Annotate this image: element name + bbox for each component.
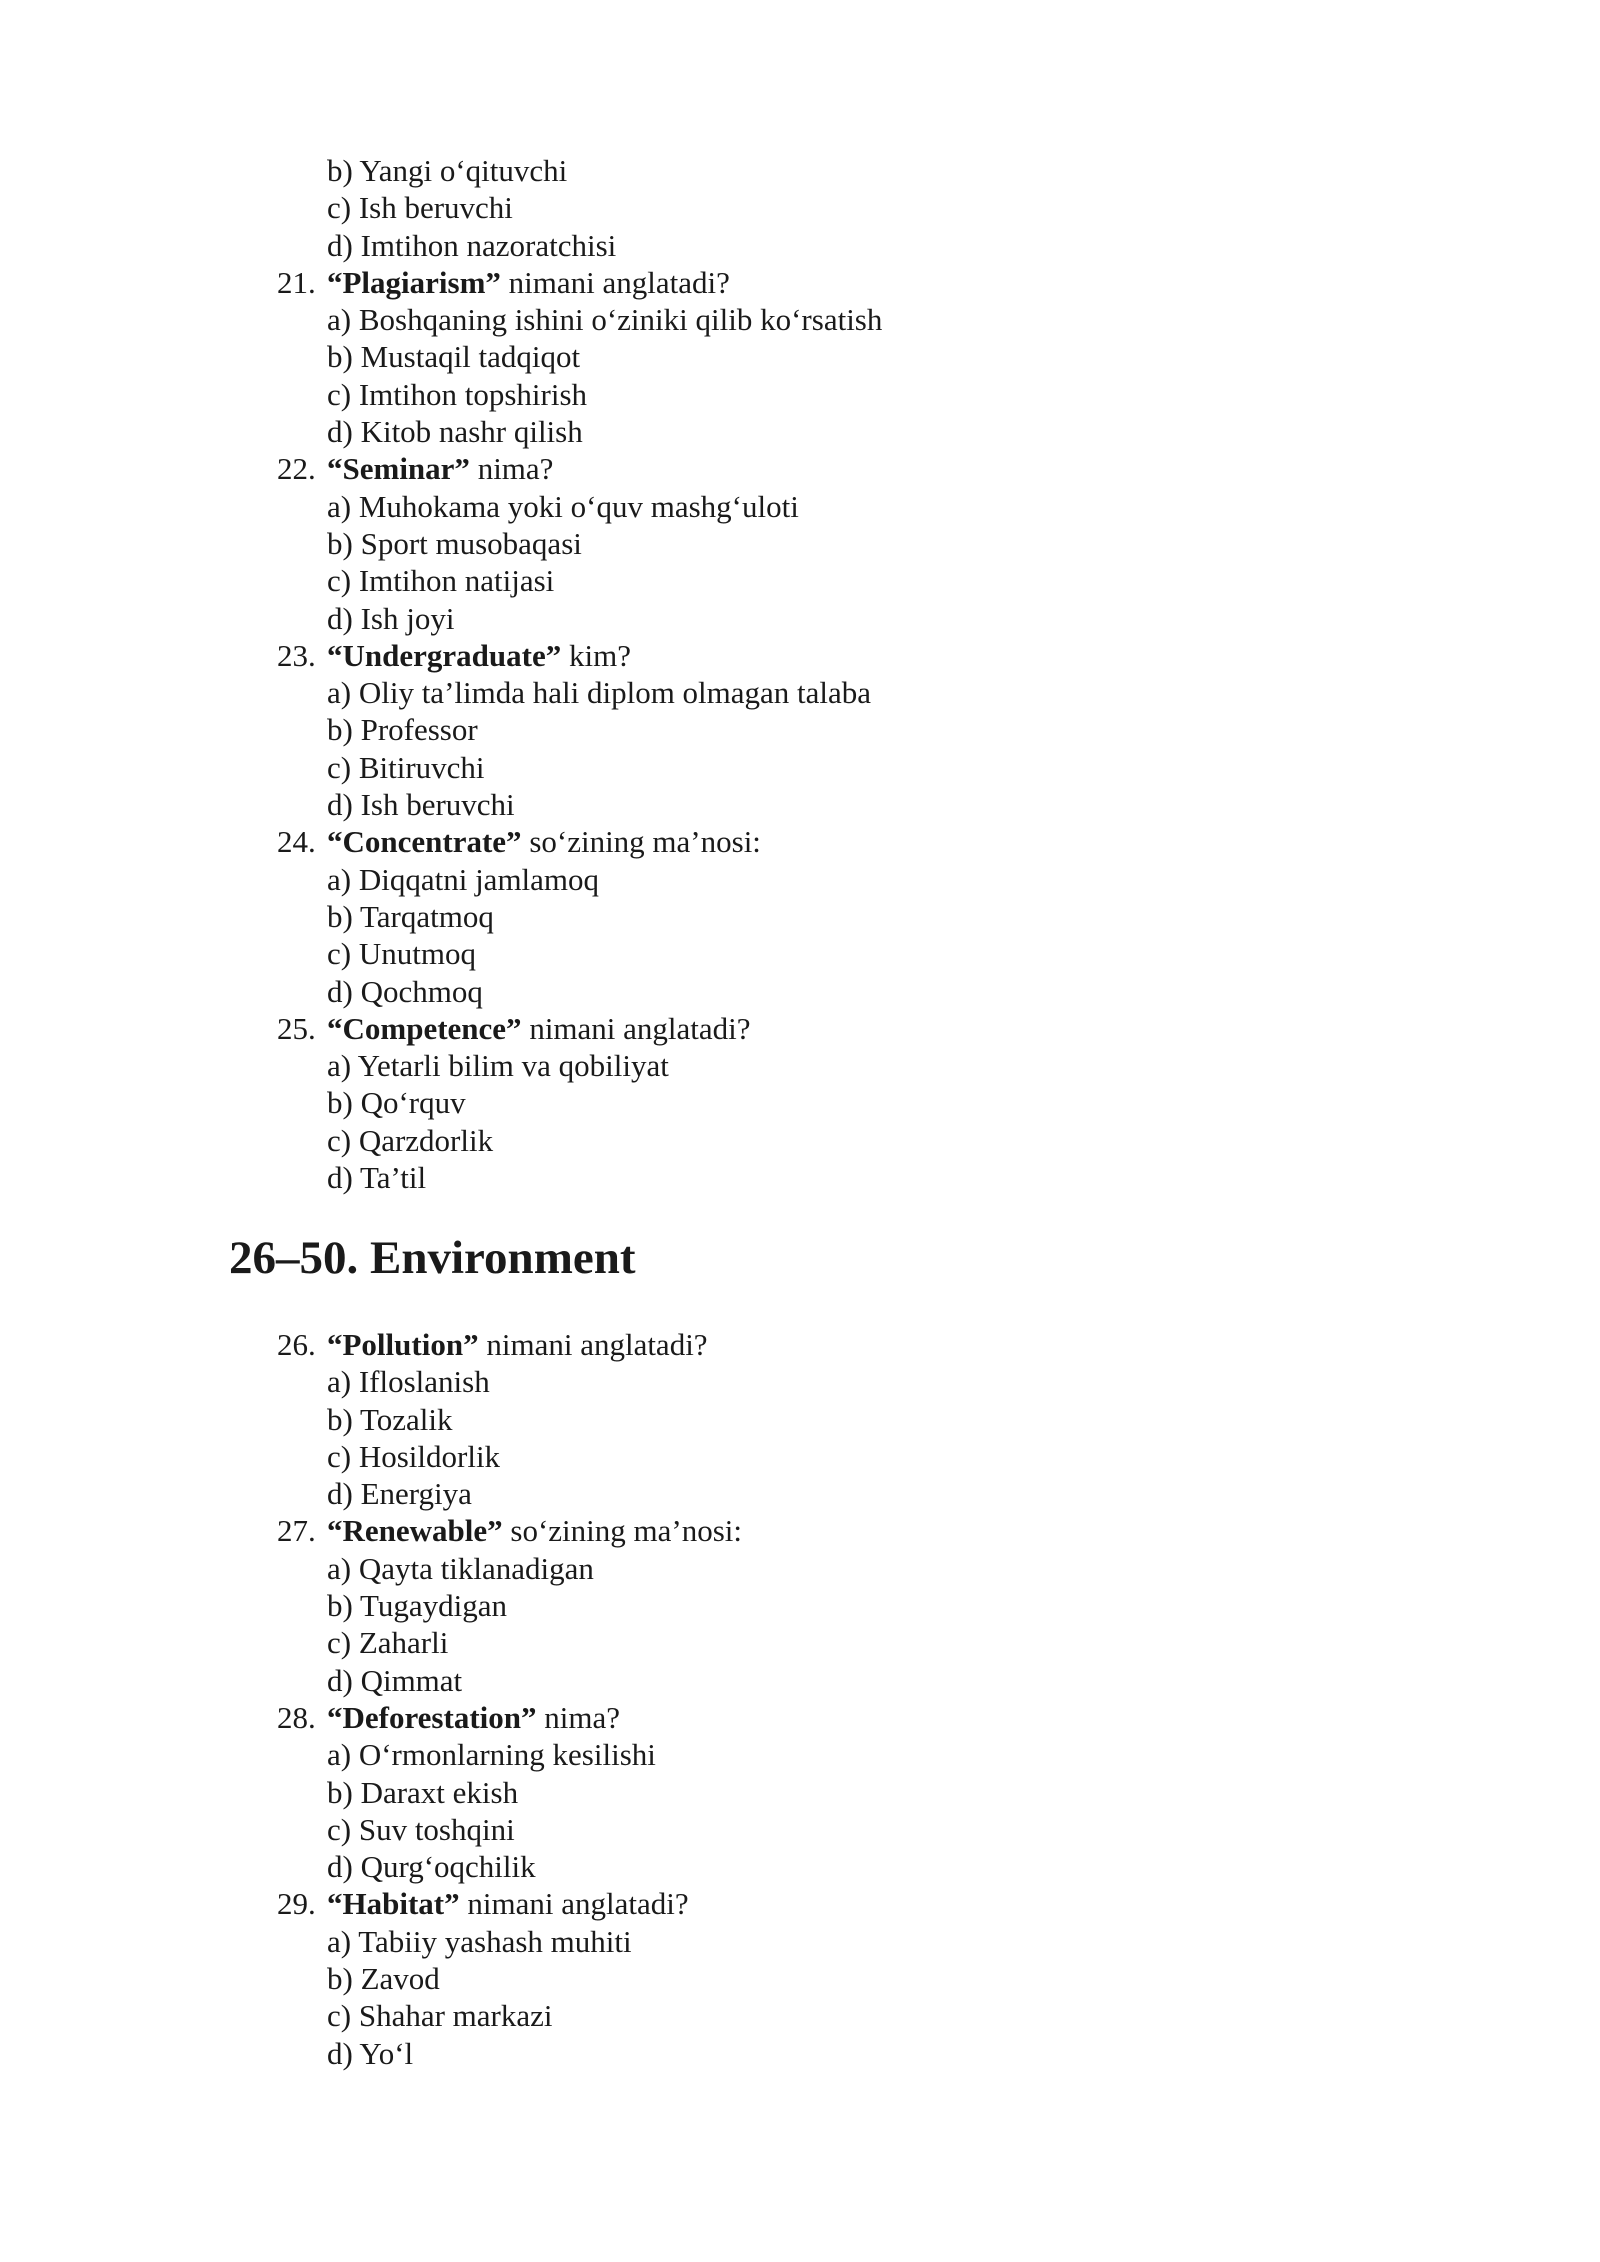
option-line: b) Qo‘rquv: [327, 1085, 466, 1121]
question-text: nima?: [536, 1699, 620, 1735]
question-number: 23.: [277, 637, 316, 673]
option-line: d) Qurg‘oqchilik: [327, 1849, 536, 1885]
option-line: c) Zaharli: [327, 1625, 449, 1661]
question-29: [0, 1885, 1600, 1922]
option-line: d) Kitob nashr qilish: [327, 414, 583, 450]
question-number: 29.: [277, 1886, 316, 1922]
question-term: “Renewable”: [327, 1513, 503, 1549]
option-line: b) Daraxt ekish: [327, 1774, 519, 1810]
question-27: [0, 1512, 1600, 1549]
option-line: c) Ish beruvchi: [327, 190, 513, 226]
question-text: nima?: [469, 451, 554, 487]
question-term: “Concentrate”: [327, 824, 522, 860]
option-line: b) Mustaqil tadqiqot: [327, 339, 581, 375]
option-line: d) Yo‘l: [327, 2035, 414, 2071]
question-number: 25.: [277, 1010, 316, 1046]
question-term: “Undergraduate”: [327, 637, 562, 673]
option-line: a) Ifloslanish: [327, 1364, 490, 1400]
option-line: d) Energiya: [327, 1476, 472, 1512]
question-24: [0, 823, 1600, 860]
section-environment: [0, 1326, 1600, 2072]
option-line: c) Hosildorlik: [327, 1438, 501, 1474]
option-line: a) Diqqatni jamlamoq: [327, 861, 600, 897]
option-line: c) Bitiruvchi: [327, 749, 485, 785]
question-text: so‘zining ma’nosi:: [502, 1513, 743, 1549]
question-number: 26.: [277, 1327, 316, 1362]
section-heading-environment: 26–50. Environment: [229, 1232, 636, 1284]
question-26: [0, 1326, 1600, 1363]
question-term: “Competence”: [327, 1010, 522, 1046]
option-line: b) Tugaydigan: [327, 1588, 507, 1624]
option-line: c) Imtihon natijasi: [327, 563, 555, 599]
question-22: [0, 450, 1600, 487]
option-line: b) Professor: [327, 712, 478, 748]
option-line: d) Qimmat: [327, 1662, 463, 1698]
question-text: nimani anglatadi?: [500, 264, 730, 300]
option-line: c) Shahar markazi: [327, 1998, 553, 2034]
option-line: a) Tabiiy yashash muhiti: [327, 1923, 632, 1959]
option-line: a) Yetarli bilim va qobiliyat: [327, 1048, 669, 1084]
option-line: c) Qarzdorlik: [327, 1122, 494, 1158]
option-line: d) Imtihon nazoratchisi: [327, 227, 617, 263]
option-line: a) Oliy ta’limda hali diplom olmagan talaba: [327, 675, 872, 711]
option-line: a) Muhokama yoki o‘quv mashg‘uloti: [327, 488, 799, 524]
question-text: nimani anglatadi?: [459, 1886, 689, 1922]
question-number: 27.: [277, 1513, 316, 1549]
option-line: c) Suv toshqini: [327, 1811, 515, 1847]
question-number: 22.: [277, 451, 316, 487]
question-25: [0, 1010, 1600, 1047]
question-term: “Seminar”: [327, 451, 470, 487]
option-line: d) Ish joyi: [327, 600, 455, 636]
question-28: [0, 1699, 1600, 1736]
question-number: 21.: [277, 264, 316, 300]
option-line: b) Yangi o‘qituvchi: [327, 153, 568, 188]
question-23: [0, 637, 1600, 674]
option-line: d) Qochmoq: [327, 973, 483, 1009]
option-line: b) Tozalik: [327, 1401, 453, 1437]
question-term: “Pollution”: [327, 1327, 479, 1362]
question-text: kim?: [561, 637, 631, 673]
option-line: c) Unutmoq: [327, 936, 476, 972]
section-education-continued: [0, 152, 1600, 1196]
question-term: “Plagiarism”: [327, 264, 501, 300]
option-line: a) O‘rmonlarning kesilishi: [327, 1737, 656, 1773]
option-line: b) Zavod: [327, 1961, 440, 1997]
question-term: “Habitat”: [327, 1886, 460, 1922]
question-text: nimani anglatadi?: [521, 1010, 751, 1046]
question-term: “Deforestation”: [327, 1699, 537, 1735]
option-line: d) Ta’til: [327, 1160, 427, 1196]
option-line: b) Sport musobaqasi: [327, 525, 582, 561]
option-line: a) Qayta tiklanadigan: [327, 1550, 594, 1586]
question-text: so‘zining ma’nosi:: [521, 824, 761, 860]
question-21: [0, 264, 1600, 301]
option-line: b) Tarqatmoq: [327, 898, 494, 934]
option-line: c) Imtihon topshirish: [327, 376, 588, 412]
question-number: 24.: [277, 824, 316, 860]
question-text: nimani anglatadi?: [478, 1327, 708, 1362]
question-number: 28.: [277, 1699, 316, 1735]
option-line: d) Ish beruvchi: [327, 787, 515, 823]
option-line: a) Boshqaning ishini o‘ziniki qilib ko‘rsatish: [327, 302, 883, 338]
